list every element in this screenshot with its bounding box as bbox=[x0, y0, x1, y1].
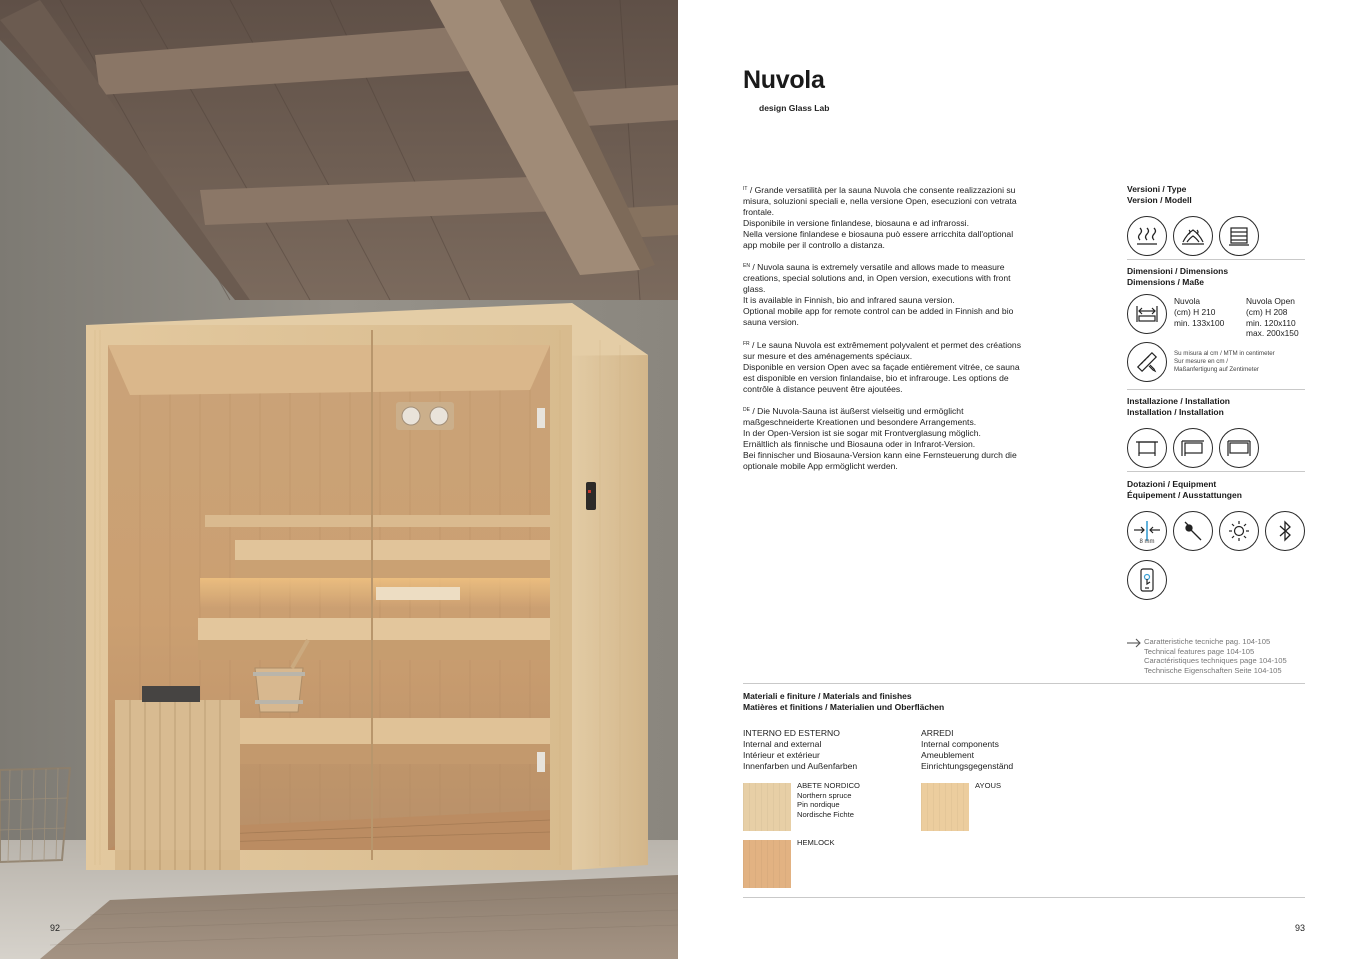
swatch-line: AYOUS bbox=[975, 781, 1002, 790]
mat-line: INTERNO ED ESTERNO bbox=[743, 728, 840, 738]
lang-code: FR bbox=[743, 340, 750, 347]
glass-thickness-icon bbox=[1127, 511, 1167, 551]
materials-furnishings bbox=[921, 728, 1013, 772]
lang-code: DE bbox=[743, 407, 750, 414]
tech-line: Technical features page 104-105 bbox=[1144, 646, 1255, 656]
swatch-ayous-label bbox=[975, 781, 1001, 791]
product-designer: design Glass Lab bbox=[759, 103, 830, 113]
materials-title-1: Materiali e finiture / Materials and finishes bbox=[743, 691, 912, 701]
infrared-icon bbox=[1219, 216, 1259, 256]
dimensions-icon bbox=[1127, 294, 1167, 334]
lang-code: EN bbox=[743, 263, 750, 270]
swatch-line: HEMLOCK bbox=[797, 838, 835, 847]
dim-line: max. 200x150 bbox=[1246, 328, 1299, 339]
mat-line: Ameublement bbox=[921, 749, 975, 760]
materials-title bbox=[743, 691, 944, 713]
note-line: Sur mesure en cm / bbox=[1174, 358, 1228, 366]
installation-title-1: Installazione / Installation bbox=[1127, 396, 1230, 406]
wall-install-icon bbox=[1173, 428, 1213, 468]
swatch-line: Pin nordique bbox=[797, 800, 840, 810]
versions-section bbox=[1127, 184, 1305, 256]
materials-title-2: Matières et finitions / Materialien und Oberflächen bbox=[743, 701, 945, 712]
swatch-line: ABETE NORDICO bbox=[797, 781, 860, 790]
product-title: Nuvola bbox=[743, 66, 825, 94]
lang-code: IT bbox=[743, 186, 748, 192]
dimensions-nuvola bbox=[1174, 296, 1224, 328]
biosauna-icon bbox=[1173, 216, 1213, 256]
dim-line: (cm) H 208 bbox=[1246, 306, 1288, 317]
swatch-abete-nordico-label bbox=[797, 781, 860, 819]
tech-line: Caractéristiques techniques page 104-105 bbox=[1144, 656, 1287, 666]
arrow-right-icon bbox=[1127, 638, 1141, 648]
description-text: Le sauna Nuvola est extrêmement polyvalent et permet des créations sur mesure et des aménagements spéciaux. Disponible en version Open avec sa façade entièrement vitrée, ce sauna est disponible en version finlandaise, bio et infrarouge. Les options de contrôle à distance peuvent être ajoutées. bbox=[743, 339, 1022, 394]
note-line: Su misura al cm / MTM in centimeter bbox=[1174, 350, 1275, 357]
technical-features-text bbox=[1144, 637, 1287, 675]
divider bbox=[1127, 389, 1305, 390]
mat-line: Internal and external bbox=[743, 738, 822, 749]
mat-line: ARREDI bbox=[921, 728, 954, 738]
tech-line: Caratteristiche tecniche pag. 104-105 bbox=[1144, 637, 1271, 646]
dim-line: Nuvola bbox=[1174, 296, 1201, 306]
description-fr: $^{FR}$ / Le sauna Nuvola est extrêmement polyvalent et permet des créations sur mesure et des aménagements spéciaux. Disponible en version Open avec sa façade entièrement vitrée, ce sauna est disponible en version finlandaise, bio et infrarouge. Les options de contrôle à distance peuvent être ajoutées. bbox=[743, 339, 1022, 394]
glass-thickness-label: 8 mm bbox=[1139, 538, 1155, 545]
swatch-ayous bbox=[921, 783, 969, 831]
note-line: Maßanfertigung auf Zentimeter bbox=[1174, 366, 1259, 374]
divider bbox=[1127, 259, 1305, 260]
made-to-measure-icon bbox=[1127, 342, 1167, 382]
finnish-sauna-icon bbox=[1127, 216, 1167, 256]
dim-line: (cm) H 210 bbox=[1174, 306, 1216, 317]
materials-interior-exterior bbox=[743, 728, 857, 772]
product-description bbox=[743, 184, 1028, 483]
installation-title-2: Installation / Installation bbox=[1127, 406, 1224, 417]
versions-title-2: Version / Modell bbox=[1127, 194, 1192, 205]
page-number-right: 93 bbox=[1295, 923, 1306, 933]
description-text: Nuvola sauna is extremely versatile and allows made to measure creations, special solutions and, in Open version, executions with front glass. It is available in Finnish, bio and infrared sauna version. Optional mobile app for remote control can be added in Finnish and bio sauna version. bbox=[743, 262, 1014, 327]
installation-section bbox=[1127, 396, 1305, 468]
dimensions-title-1: Dimensioni / Dimensions bbox=[1127, 266, 1229, 276]
swatch-hemlock-label bbox=[797, 838, 835, 848]
ladle-icon bbox=[1173, 511, 1213, 551]
equipment-title-1: Dotazioni / Equipment bbox=[1127, 479, 1217, 489]
description-en: $^{EN}$ / Nuvola sauna is extremely versatile and allows made to measure creations, special solutions and, in Open version, executions with front glass. It is available in Finnish, bio and infrared sauna version. Optional mobile app for remote control can be added in Finnish and bio sauna version. bbox=[743, 262, 1014, 327]
corner-install-icon bbox=[1219, 428, 1259, 468]
description-de: $^{DE}$ / Die Nuvola-Sauna ist äußerst vielseitig und ermöglicht maßgeschneiderte Kreationen und besondere Arrangements. In der Open-Version ist sie sogar mit Frontverglasung möglich. Ernältlich als finnische und Biosauna oder in Infrarot-Version. Bei finnischer und Biosauna-Version kann eine Fernsteuerung durch die optionale mobile App ermöglicht werden. bbox=[743, 406, 1017, 471]
swatch-hemlock bbox=[743, 840, 791, 888]
description-text: Grande versatilità per la sauna Nuvola che consente realizzazioni su misura, soluzioni speciali e, nella versione Open, esecuzioni con vetrata frontale. Disponibile in versione finlandese, biosauna e ad infrarossi. Nella versione finlandese e biosauna può essere arricchita dall'optional app mobile per il controllo a distanza. bbox=[743, 185, 1017, 250]
mat-line: Innenfarben und Außenfarben bbox=[743, 760, 858, 771]
dim-line: min. 120x110 bbox=[1246, 317, 1296, 328]
dim-line: min. 133x100 bbox=[1174, 317, 1225, 328]
divider bbox=[1127, 471, 1305, 472]
dim-line: Nuvola Open bbox=[1246, 296, 1295, 306]
mat-line: Intérieur et extérieur bbox=[743, 749, 820, 760]
description-text: Die Nuvola-Sauna ist äußerst vielseitig und ermöglicht maßgeschneiderte Kreationen und besondere Arrangements. In der Open-Version ist sie sogar mit Frontverglasung möglich. Ernältlich als finnische und Biosauna oder in Infrarot-Version. Bei finnischer und Biosauna-Version kann eine Fernsteuerung durch die optionale mobile App ermöglicht werden. bbox=[743, 406, 1017, 471]
description-it: $^{IT}$ / Grande versatilità per la sauna Nuvola che consente realizzazioni su misura, soluzioni speciali e, nella versione Open, esecuzioni con vetrata frontale. Disponibile in versione finlandese, biosauna e ad infrarossi. Nella versione finlandese e biosauna può essere arricchita dall'optional app mobile per il controllo a distanza. bbox=[743, 185, 1017, 250]
dimensions-nuvola-open bbox=[1246, 296, 1299, 339]
page-number-left: 92 bbox=[50, 923, 61, 933]
mat-line: Internal components bbox=[921, 738, 999, 749]
swatch-line: Nordische Fichte bbox=[797, 809, 854, 819]
divider bbox=[743, 897, 1305, 898]
swatch-abete-nordico bbox=[743, 783, 791, 831]
equipment-title-2: Équipement / Ausstattungen bbox=[1127, 489, 1242, 500]
swatch-line: Northern spruce bbox=[797, 790, 852, 800]
freestanding-icon bbox=[1127, 428, 1167, 468]
mobile-app-icon bbox=[1127, 560, 1167, 600]
mat-line: Einrichtungsgegenständ bbox=[921, 760, 1014, 771]
equipment-section bbox=[1127, 479, 1305, 600]
light-icon bbox=[1219, 511, 1259, 551]
tech-line: Technische Eigenschaften Seite 104-105 bbox=[1144, 665, 1282, 675]
divider bbox=[743, 683, 1305, 684]
bluetooth-icon bbox=[1265, 511, 1305, 551]
versions-title-1: Versioni / Type bbox=[1127, 184, 1187, 194]
dimensions-title-2: Dimensions / Maße bbox=[1127, 276, 1204, 287]
dimensions-section bbox=[1127, 266, 1305, 288]
made-to-measure-note bbox=[1174, 350, 1275, 375]
